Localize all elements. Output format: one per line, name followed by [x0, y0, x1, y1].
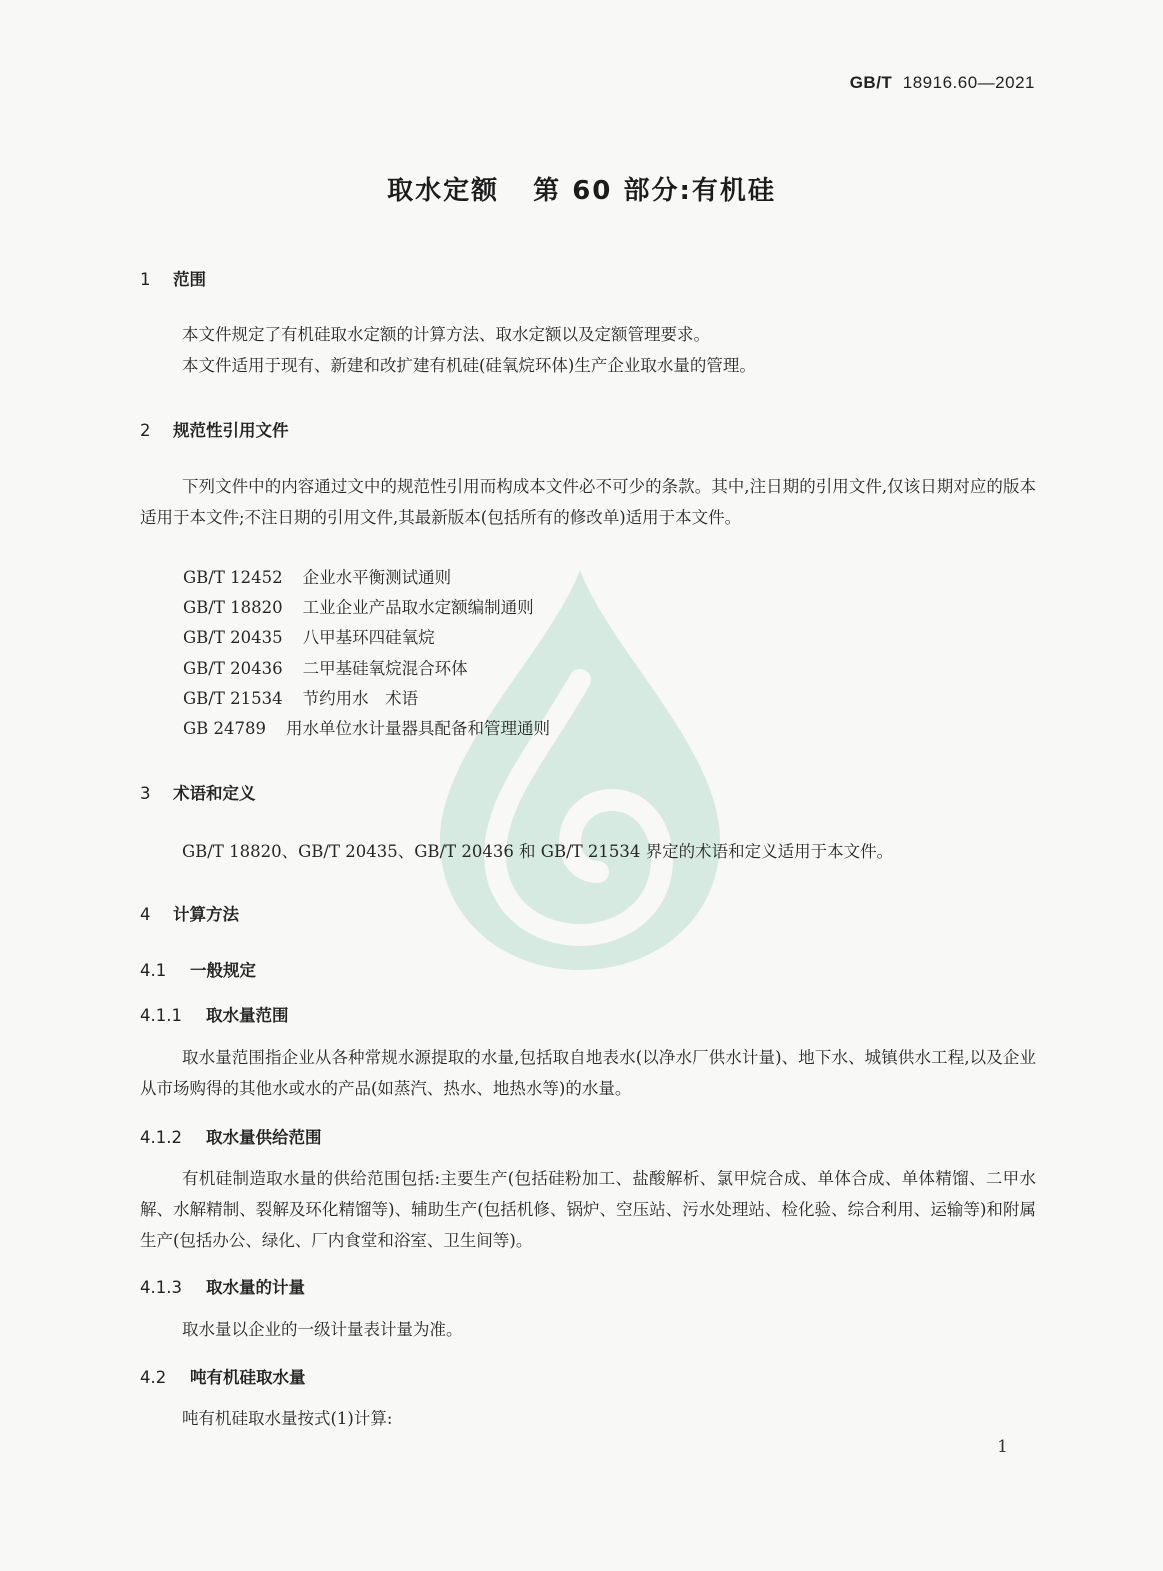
section-1-body: [140, 319, 1036, 381]
section-heading-3: 3 术语和定义: [140, 784, 256, 803]
list-item: GB 24789 用水单位水计量器具配备和管理通则: [183, 719, 551, 739]
paragraph: GB/T 18820、GB/T 20435、GB/T 20436 和 GB/T 21534 界定的术语和定义适用于本文件。: [182, 842, 894, 861]
paragraph: 下列文件中的内容通过文中的规范性引用而构成本文件必不可少的条款。其中,注日期的引用文件,仅该日期对应的版本适用于本文件;不注日期的引用文件,其最新版本(包括所有的修改单)适用于本文件。: [140, 477, 1036, 527]
document-title: [0, 170, 1163, 207]
section-heading-2: 2 规范性引用文件: [140, 421, 289, 440]
standard-code: 18916.60—2021: [902, 73, 1035, 92]
section-3-body: [140, 836, 1036, 867]
section-heading-1: 1 范围: [140, 270, 206, 289]
section-heading-4-1-3: 4.1.3 取水量的计量: [140, 1278, 305, 1297]
paragraph: 本文件规定了有机硅取水定额的计算方法、取水定额以及定额管理要求。: [182, 325, 710, 344]
section-heading-4-1-2: 4.1.2 取水量供给范围: [140, 1128, 322, 1147]
paragraph: 取水量以企业的一级计量表计量为准。: [182, 1320, 463, 1339]
list-item: GB/T 20436 二甲基硅氧烷混合环体: [183, 658, 468, 678]
paragraph: 取水量范围指企业从各种常规水源提取的水量,包括取自地表水(以净水厂供水计量)、地下水、城镇供水工程,以及企业从市场购得的其他水或水的产品(如蒸汽、热水、地热水等)的水量。: [140, 1048, 1036, 1098]
standard-prefix: GB/T: [849, 73, 893, 92]
paragraph: 本文件适用于现有、新建和改扩建有机硅(硅氧烷环体)生产企业取水量的管理。: [182, 356, 756, 375]
section-heading-4-2: 4.2 吨有机硅取水量: [140, 1368, 306, 1387]
paragraph: 吨有机硅取水量按式(1)计算:: [182, 1409, 393, 1428]
section-heading-4-1-1: 4.1.1 取水量范围: [140, 1006, 289, 1025]
section-4-1-3-body: [140, 1314, 1036, 1345]
section-4-1-2-body: [140, 1163, 1036, 1256]
section-2-body: [140, 472, 1036, 533]
title-part1: 取水定额: [387, 176, 500, 206]
paragraph: 有机硅制造取水量的供给范围包括:主要生产(包括硅粉加工、盐酸解析、氯甲烷合成、单体合成、单体精馏、二甲水解、水解精制、裂解及环化精馏等)、辅助生产(包括机修、锅炉、空压站、污水处理站、检化验、综合利用、运输等)和附属生产(包括办公、绿化、厂内食堂和浴室、卫生间等)。: [140, 1169, 1036, 1250]
section-4-1-1-body: [140, 1042, 1036, 1104]
title-part2: 第 60 部分:有机硅: [533, 176, 776, 206]
page-number: 1: [997, 1437, 1008, 1457]
standard-number: [850, 73, 1035, 93]
list-item: GB/T 12452 企业水平衡测试通则: [183, 568, 452, 587]
section-heading-4-1: 4.1 一般规定: [140, 961, 256, 980]
section-4-2-body: [140, 1403, 1036, 1434]
list-item: GB/T 20435 八甲基环四硅氧烷: [183, 628, 435, 648]
section-heading-4: 4 计算方法: [140, 905, 239, 924]
list-item: GB/T 21534 节约用水 术语: [183, 688, 419, 708]
list-item: GB/T 18820 工业企业产品取水定额编制通则: [183, 598, 534, 618]
reference-list: [183, 563, 550, 744]
